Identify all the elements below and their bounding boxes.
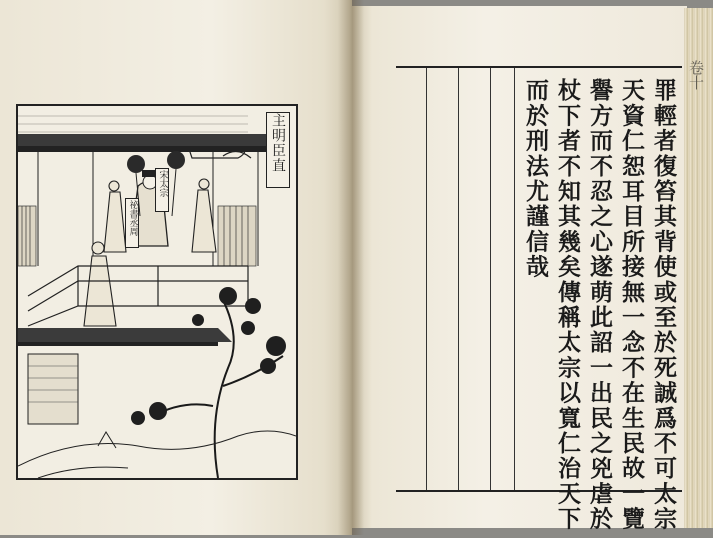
official-label-text: 祕書丞周 [127,200,138,236]
woodblock-illustration [16,104,298,480]
fore-edge-label-text: 卷十 [687,60,705,90]
text-column-1-text: 罪輕者復笞其背使或至於死誠爲不可太宗 [650,78,677,532]
sky-hatching [18,116,248,132]
text-column-5-text: 而於刑法尤謹信哉 [522,78,549,280]
emperor-label [155,168,169,212]
column-rule [514,68,515,490]
text-column-3-text: 譽方而不忍之心遂萌此詔一出民之兇虐於 [586,78,613,532]
column-rule [458,68,459,490]
text-column-1 [650,78,676,538]
book-spine [338,0,364,535]
emperor-label-text: 宋太宗 [157,170,168,197]
pine-tree [153,298,283,478]
illustration-drawing [18,106,296,478]
fore-edge-label [686,60,706,94]
text-panel [396,66,682,532]
text-column-3 [586,78,612,538]
text-column-2 [618,78,644,538]
text-column-4-text: 杖下者不知其幾矣傳稱太宗以寬仁治天下 [554,78,581,532]
text-column-2-text: 天資仁恕耳目所接無一念不在生民故一覽 [618,78,645,532]
terrace-railing [28,266,248,326]
rocky-ground [18,431,296,478]
text-column-4 [554,78,580,538]
column-rule [426,68,427,490]
lower-roof [18,328,232,424]
illustration-caption [266,112,290,188]
official-figure [84,242,116,326]
caption-text: 主明臣直 [270,113,286,173]
column-rule [490,68,491,490]
official-label [125,198,139,248]
text-column-5 [522,78,548,286]
